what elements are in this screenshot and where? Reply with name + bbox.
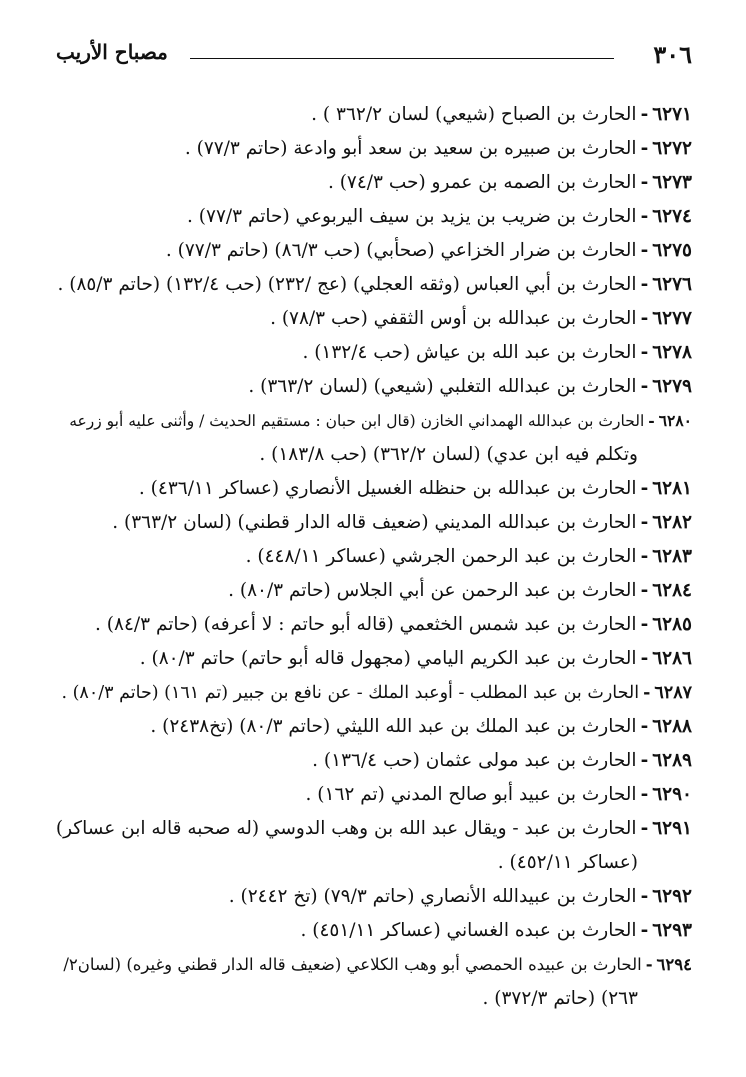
entry-number: ٦٢٧٨	[652, 342, 692, 363]
entry-6293: ٦٢٩٣-الحارث بن عبده الغساني (عساكر ٤٥١/١١) .	[300, 920, 692, 941]
entry-text: الحارث بن عبد الرحمن الجرشي (عساكر ٤٤٨/١١) .	[245, 546, 637, 567]
entry-text: الحارث بن عبيدالله الأنصاري (حاتم ٧٩/٣) (تخ ٢٤٤٢) .	[228, 886, 637, 907]
entry-number: ٦٢٨١	[652, 478, 692, 499]
entry-number: ٦٢٧٤	[652, 206, 692, 227]
entry-number: ٦٢٨٠	[658, 411, 692, 430]
entry-continuation: وتكلم فيه ابن عدي) (لسان ٣٦٢/٢) (حب ١٨٣/٨) .	[259, 444, 638, 465]
entry-6287: ٦٢٨٧-الحارث بن عبد المطلب - أوعبد الملك - عن نافع بن جبير (تم ١٦١) (حاتم ٨٠/٣) .	[61, 683, 692, 703]
entry-number: ٦٢٨٧	[654, 683, 692, 703]
entry-text: الحارث بن عبدالله بن أوس الثقفي (حب ٧٨/٣) .	[270, 308, 637, 329]
entry-number: ٦٢٩٠	[652, 784, 692, 805]
entry-6286: ٦٢٨٦-الحارث بن عبد الكريم اليامي (مجهول قاله أبو حاتم) حاتم ٨٠/٣) .	[139, 648, 692, 669]
page-header	[56, 40, 692, 80]
entry-text: الحارث بن عبد الكريم اليامي (مجهول قاله أبو حاتم) حاتم ٨٠/٣) .	[139, 648, 637, 669]
entry-number: ٦٢٧٢	[652, 138, 692, 159]
entry-6277: ٦٢٧٧-الحارث بن عبدالله بن أوس الثقفي (حب ٧٨/٣) .	[270, 308, 692, 329]
entry-6273: ٦٢٧٣-الحارث بن الصمه بن عمرو (حب ٧٤/٣) .	[327, 172, 692, 193]
entry-number: ٦٢٩٣	[652, 920, 692, 941]
entry-text: الحارث بن عبد الملك بن عبد الله الليثي (حاتم ٨٠/٣) (تخ٢٤٣٨) .	[150, 716, 637, 737]
entry-number: ٦٢٨٢	[652, 512, 692, 533]
entry-text: الحارث بن عبد الرحمن عن أبي الجلاس (حاتم ٨٠/٣) .	[228, 580, 637, 601]
entry-number: ٦٢٨٣	[652, 546, 692, 567]
entry-6274: ٦٢٧٤-الحارث بن ضريب بن يزيد بن سيف اليربوعي (حاتم ٧٧/٣) .	[187, 206, 692, 227]
entry-text: الحارث بن عبدالله الهمداني الخازن (قال ابن حبان : مستقيم الحديث / وأثنى عليه أبو زرعه	[69, 412, 645, 430]
entry-text: الحارث بن ضرار الخزاعي (صحأبي) (حب ٨٦/٣) (حاتم ٧٧/٣) .	[165, 240, 637, 261]
entry-6280: ٦٢٨٠-الحارث بن عبدالله الهمداني الخازن (قال ابن حبان : مستقيم الحديث / وأثنى عليه أبو زرعه وتكلم فيه ابن عدي) (لسان ٣٦٢/٢) (حب ١٨٣/٨) .	[56, 404, 692, 472]
entry-text: الحارث بن عبدالله المديني (ضعيف قاله الدار قطني) (لسان ٣٦٣/٢) .	[112, 512, 637, 533]
entry-6283: ٦٢٨٣-الحارث بن عبد الرحمن الجرشي (عساكر ٤٤٨/١١) .	[245, 546, 692, 567]
entry-continuation: (عساكر ٤٥٢/١١) .	[497, 852, 638, 873]
entry-6278: ٦٢٧٨-الحارث بن عبد الله بن عياش (حب ١٣٢/٤) .	[302, 342, 692, 363]
entry-number: ٦٢٩٢	[652, 886, 692, 907]
entry-continuation: ٢٦٣) (حاتم ٣٧٢/٣) .	[482, 988, 638, 1009]
entry-text: الحارث بن ضريب بن يزيد بن سيف اليربوعي (حاتم ٧٧/٣) .	[187, 206, 637, 227]
entry-number: ٦٢٧٦	[652, 274, 692, 295]
entry-text: الحارث بن عبد شمس الخثعمي (قاله أبو حاتم : لا أعرفه) (حاتم ٨٤/٣) .	[95, 614, 637, 635]
entry-text: الحارث بن عبد - ويقال عبد الله بن وهب الدوسي (له صحبه قاله ابن عساكر)	[55, 818, 637, 839]
entry-text: الحارث بن عبده الغساني (عساكر ٤٥١/١١) .	[300, 920, 637, 941]
entry-6292: ٦٢٩٢-الحارث بن عبيدالله الأنصاري (حاتم ٧٩/٣) (تخ ٢٤٤٢) .	[228, 886, 692, 907]
entry-text: الحارث بن الصمه بن عمرو (حب ٧٤/٣) .	[327, 172, 637, 193]
entry-6282: ٦٢٨٢-الحارث بن عبدالله المديني (ضعيف قاله الدار قطني) (لسان ٣٦٣/٢) .	[112, 512, 692, 533]
entry-text: الحارث بن عبد الله بن عياش (حب ١٣٢/٤) .	[302, 342, 637, 363]
entry-6279: ٦٢٧٩-الحارث بن عبدالله التغلبي (شيعي) (لسان ٣٦٣/٢) .	[248, 376, 692, 397]
page-number: ٣٠٦	[653, 40, 692, 69]
entry-6271: ٦٢٧١-الحارث بن الصباح (شيعي) لسان ٣٦٢/٢ ) .	[311, 104, 692, 125]
entry-6285: ٦٢٨٥-الحارث بن عبد شمس الخثعمي (قاله أبو حاتم : لا أعرفه) (حاتم ٨٤/٣) .	[95, 614, 692, 635]
entry-number: ٦٢٨٤	[652, 580, 692, 601]
entry-text: الحارث بن عبدالله بن حنظله الغسيل الأنصاري (عساكر ٤٣٦/١١) .	[138, 478, 637, 499]
header-rule	[190, 58, 614, 59]
entry-number: ٦٢٩١	[652, 818, 692, 839]
entry-6289: ٦٢٨٩-الحارث بن عبد مولى عثمان (حب ١٣٦/٤) .	[312, 750, 692, 771]
entry-6290: ٦٢٩٠-الحارث بن عبيد أبو صالح المدني (تم ١٦٢) .	[305, 784, 692, 805]
entry-number: ٦٢٧٣	[652, 172, 692, 193]
entry-number: ٦٢٧٩	[652, 376, 692, 397]
entry-6272: ٦٢٧٢-الحارث بن صبيره بن سعيد بن سعد أبو وادعة (حاتم ٧٧/٣) .	[184, 138, 692, 159]
entry-6275: ٦٢٧٥-الحارث بن ضرار الخزاعي (صحأبي) (حب ٨٦/٣) (حاتم ٧٧/٣) .	[165, 240, 692, 261]
entry-6294: ٦٢٩٤-الحارث بن عبيده الحمصي أبو وهب الكلاعي (ضعيف قاله الدار قطني وغيره) (لسان٢/ ٢٦٣) (حاتم ٣٧٢/٣) .	[56, 948, 692, 1016]
entry-6276: ٦٢٧٦-الحارث بن أبي العباس (وثقه العجلي) (عج /٢٣٢) (حب ١٣٢/٤) (حاتم ٨٥/٣) .	[57, 274, 692, 295]
entry-text: الحارث بن عبد المطلب - أوعبد الملك - عن نافع بن جبير (تم ١٦١) (حاتم ٨٠/٣) .	[61, 683, 640, 703]
entry-text: الحارث بن صبيره بن سعيد بن سعد أبو وادعة (حاتم ٧٧/٣) .	[184, 138, 637, 159]
entry-6284: ٦٢٨٤-الحارث بن عبد الرحمن عن أبي الجلاس (حاتم ٨٠/٣) .	[228, 580, 692, 601]
entry-number: ٦٢٨٦	[652, 648, 692, 669]
entry-number: ٦٢٧٧	[652, 308, 692, 329]
entry-6288: ٦٢٨٨-الحارث بن عبد الملك بن عبد الله الليثي (حاتم ٨٠/٣) (تخ٢٤٣٨) .	[150, 716, 692, 737]
entry-number: ٦٢٩٤	[656, 955, 692, 974]
entry-text: الحارث بن عبدالله التغلبي (شيعي) (لسان ٣٦٣/٢) .	[248, 376, 637, 397]
entry-number: ٦٢٧١	[652, 104, 692, 125]
entry-6291: ٦٢٩١-الحارث بن عبد - ويقال عبد الله بن وهب الدوسي (له صحبه قاله ابن عساكر) (عساكر ٤٥٢/١١) .	[56, 812, 692, 880]
entry-number: ٦٢٨٥	[652, 614, 692, 635]
entry-number: ٦٢٨٩	[652, 750, 692, 771]
entry-text: الحارث بن الصباح (شيعي) لسان ٣٦٢/٢ ) .	[311, 104, 637, 125]
entry-text: الحارث بن أبي العباس (وثقه العجلي) (عج /٢٣٢) (حب ١٣٢/٤) (حاتم ٨٥/٣) .	[57, 274, 637, 295]
entry-text: الحارث بن عبيده الحمصي أبو وهب الكلاعي (ضعيف قاله الدار قطني وغيره) (لسان٢/	[63, 955, 642, 974]
entry-text: الحارث بن عبيد أبو صالح المدني (تم ١٦٢) .	[305, 784, 637, 805]
entry-number: ٦٢٧٥	[652, 240, 692, 261]
entry-list	[56, 98, 692, 1016]
entry-6281: ٦٢٨١-الحارث بن عبدالله بن حنظله الغسيل الأنصاري (عساكر ٤٣٦/١١) .	[138, 478, 692, 499]
book-title: مصباح الأريب	[56, 40, 168, 64]
entry-number: ٦٢٨٨	[652, 716, 692, 737]
entry-text: الحارث بن عبد مولى عثمان (حب ١٣٦/٤) .	[312, 750, 637, 771]
